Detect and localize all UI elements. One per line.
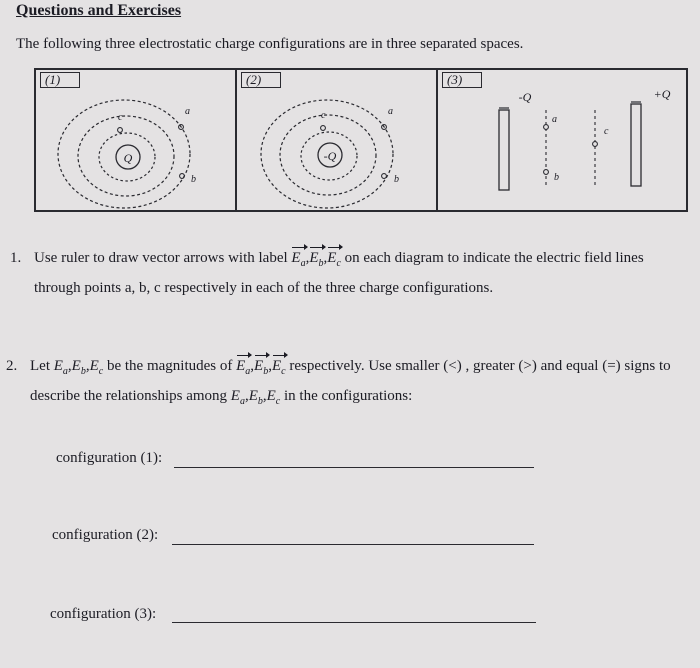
panel-3 — [438, 70, 686, 210]
vector-e-b: $E_b$ — [309, 246, 323, 276]
point-b-label: b — [554, 172, 559, 183]
point-c-label: c — [604, 126, 609, 137]
panel-3-tag: (3) — [442, 72, 482, 88]
question-2-number: 2. — [6, 358, 18, 374]
question-1-number: 1. — [10, 250, 22, 266]
point-c-dot — [118, 128, 123, 133]
magnitude-e-c: $E_c$ — [89, 358, 104, 377]
point-a-dot — [544, 125, 549, 130]
charge-label: -Q — [323, 149, 337, 163]
configuration-2-answer-line[interactable] — [172, 544, 534, 545]
point-c-dot — [321, 126, 326, 131]
configuration-2-label: configuration (2): — [52, 527, 159, 543]
heading: Questions and Exercises — [16, 2, 182, 19]
q1-text-after: on each diagram to indicate the electric field lines through points a, b, c respectively in each of the three charge configurations. — [34, 250, 644, 296]
magnitude-e-a: $E_a$ — [230, 388, 245, 407]
question-1-text: Use ruler to draw vector arrows with label $E_a,E_b,E_c$ on each diagram to indicate the electric field lines through points a, b, c respectively in each of the three charge configurations. — [34, 246, 690, 300]
point-c-dot — [593, 142, 598, 147]
charge-configurations-figure — [34, 68, 688, 212]
panel-2 — [237, 70, 438, 210]
vector-e-c: $E_c$ — [272, 354, 286, 384]
panel-2-drawing — [237, 70, 436, 210]
question-1 — [10, 246, 690, 300]
vector-e-c: $E_c$ — [327, 246, 341, 276]
point-a-label: a — [552, 114, 557, 125]
point-b-dot — [544, 170, 549, 175]
magnitude-e-c: $E_c$ — [266, 388, 281, 407]
configuration-1-answer-line[interactable] — [174, 467, 534, 468]
question-2 — [6, 354, 686, 414]
point-a-label: a — [388, 106, 393, 117]
panel-1-tag: (1) — [40, 72, 80, 88]
q1-text-before: Use ruler to draw vector arrows with label — [34, 250, 292, 266]
panel-3-drawing — [438, 70, 686, 210]
question-2-text: Let $E_a,E_b,E_c$ be the magnitudes of $E_a,E_b,E_c$ respectively. Use smaller (<) , greater (>) and equal (=) signs to describe the relationships among $E_a,E_b,E_c$ in the configurations: — [30, 354, 686, 414]
left-plate — [499, 110, 509, 190]
magnitude-e-b: $E_b$ — [248, 388, 263, 407]
intro-text: The following three electrostatic charge configurations are in three separated spaces. — [16, 36, 524, 52]
magnitude-e-b: $E_b$ — [71, 358, 86, 377]
panel-1 — [36, 70, 237, 210]
point-b-dot — [382, 174, 387, 179]
point-b-label: b — [191, 174, 196, 185]
configuration-3-label: configuration (3): — [50, 606, 157, 622]
left-plate-label: -Q — [518, 90, 532, 104]
charge-label: Q — [123, 151, 133, 165]
configuration-1-label: configuration (1): — [56, 450, 163, 466]
panel-1-drawing — [36, 70, 235, 210]
point-b-label: b — [394, 174, 399, 185]
point-a-label: a — [185, 106, 190, 117]
magnitude-e-a: $E_a$ — [53, 358, 68, 377]
right-plate — [631, 104, 641, 186]
vector-e-a: $E_a$ — [236, 354, 250, 384]
panel-2-tag: (2) — [241, 72, 281, 88]
vector-e-a: $E_a$ — [291, 246, 305, 276]
right-plate-label: +Q — [653, 87, 671, 101]
point-c-label: c — [321, 110, 326, 121]
point-c-label: c — [118, 112, 123, 123]
configuration-3-answer-line[interactable] — [172, 622, 536, 623]
vector-e-b: $E_b$ — [254, 354, 268, 384]
